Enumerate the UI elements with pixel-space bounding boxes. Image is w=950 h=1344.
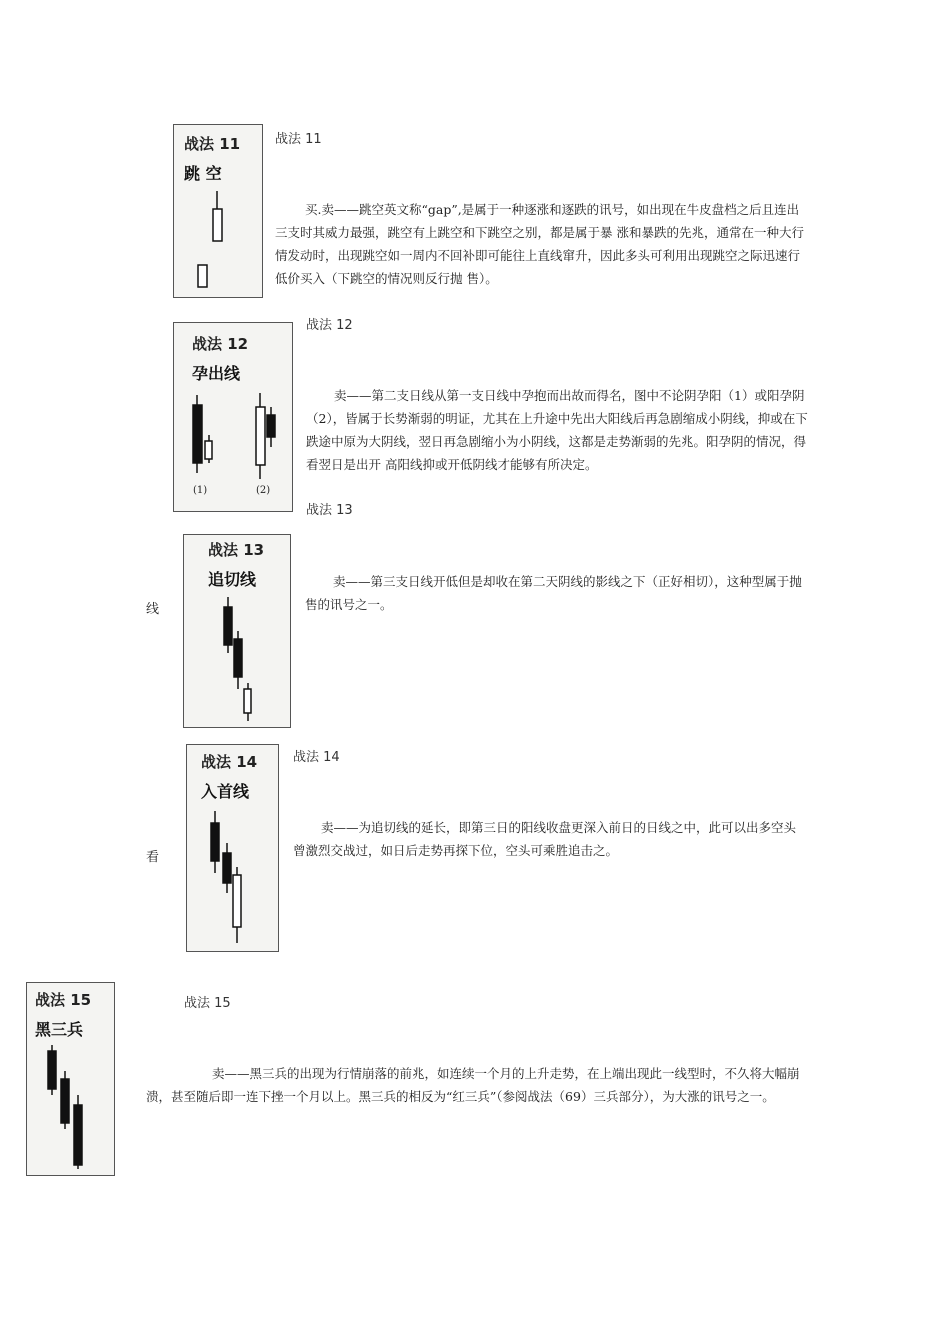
figure-three-black-crows: [26, 982, 115, 1176]
figure-title: 战法 15: [35, 991, 92, 1009]
section-text: 卖——为追切线的延长，即第三日的阳线收盘更深入前日的日线之中，此可以出多空头曾激烈交战过，如日后走势再探下位，空头可乘胜追击之。: [293, 820, 797, 858]
candlestick-diagram: [174, 125, 262, 297]
candlestick-diagram: [187, 745, 278, 951]
section-heading: 战法 12: [306, 318, 353, 333]
section-text: 卖——第二支日线从第一支日线中孕抱而出故而得名，图中不论阴孕阳（1）或阳孕阴（2），皆属于长势渐弱的明证，尤其在上升途中先出大阳线后再急剧缩成小阴线，抑或在下跌途中原为大阴线，翌日再急剧缩小为小阴线，这都是走势渐弱的先兆。阳孕阴的情况，得看翌日是出开 高阳线抑或开低阴线才能够有所决定。: [306, 388, 808, 472]
figure-in-neck-line: [186, 744, 279, 952]
section-heading: 战法 15: [184, 996, 231, 1011]
figure-harami: [173, 322, 293, 512]
section-text: 卖——黑三兵的出现为行情崩落的前兆，如连续一个月的上升走势，在上端出现此一线型时，不久将大幅崩溃，甚至随后即一连下挫一个月以上。黑三兵的相反为“红三兵”（参阅战法（69）三兵部分），为大涨的讯号之一。: [146, 1066, 800, 1104]
figure-gap: [173, 124, 263, 298]
candlestick-diagram: [184, 535, 290, 727]
side-label: 线: [146, 602, 160, 617]
figure-subtitle: 入首线: [201, 782, 250, 801]
figure-caption-1: (1): [193, 485, 208, 496]
figure-title: 战法 11: [184, 135, 241, 153]
section-heading: 战法 13: [306, 503, 353, 518]
section-text: 买.卖——跳空英文称“gap”,是属于一种逐涨和逐跌的讯号，如出现在牛皮盘档之后且连出三支时其威力最强，跳空有上跳空和下跳空之别，都是属于暴 涨和暴跌的先兆，通常在一种大行情发动时，出现跳空如一周内不回补即可能往上直线窜升，因此多头可利用出现跳空之际迅速行低价买入（下跳空的情况则反行抛 售）。: [275, 202, 804, 286]
figure-caption-2: (2): [256, 485, 271, 496]
figure-subtitle: 追切线: [208, 570, 257, 589]
section-heading: 战法 14: [293, 750, 340, 765]
figure-subtitle: 孕出线: [192, 364, 241, 383]
section-heading: 战法 11: [275, 132, 322, 147]
figure-cut-line: [183, 534, 291, 728]
figure-subtitle: 跳 空: [184, 164, 222, 183]
candlestick-diagram: [174, 323, 292, 511]
figure-title: 战法 14: [201, 753, 258, 771]
figure-title: 战法 13: [208, 541, 265, 559]
candlestick-diagram: [27, 983, 114, 1175]
figure-subtitle: 黑三兵: [35, 1020, 84, 1039]
section-text: 卖——第三支日线开低但是却收在第二天阴线的影线之下（正好相切），这种型属于抛售的讯号之一。: [305, 574, 802, 612]
figure-title: 战法 12: [192, 335, 249, 353]
side-label: 看: [146, 850, 160, 865]
